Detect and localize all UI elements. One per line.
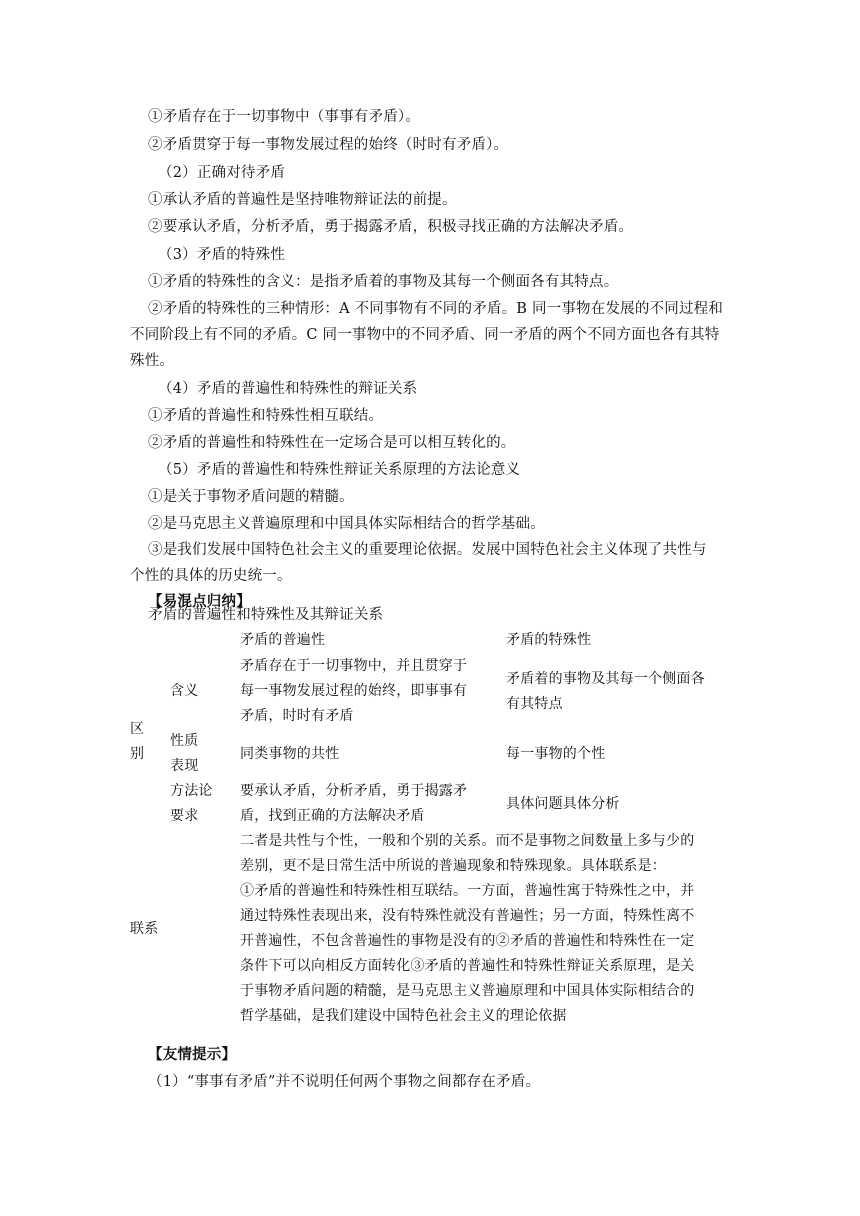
section-heading: （5）矛盾的普遍性和特殊性辩证关系原理的方法论意义	[158, 462, 521, 478]
table-header-particularity: 矛盾的特殊性	[506, 632, 592, 648]
tip-line: （1）“事事有矛盾”并不说明任何两个事物之间都存在矛盾。	[148, 1074, 541, 1090]
table-cell	[236, 729, 502, 779]
cell-text: 有其特点	[506, 695, 563, 712]
text-line: ①是关于事物矛盾问题的精髓。	[148, 489, 354, 505]
row-label	[156, 654, 236, 729]
table-row	[126, 729, 746, 779]
cell-text: 矛盾存在于一切事物中，并且贯穿于	[240, 658, 468, 674]
row-label-lianxi: 联系	[130, 920, 159, 937]
text-line: ③是我们发展中国特色社会主义的重要理论依据。发展中国特色社会主义体现了共性与	[148, 542, 707, 558]
text-line: 殊性。	[130, 353, 175, 369]
cell-text: 每一事物的个性	[506, 745, 606, 762]
cell-text: 每一事物发展过程的始终，即事事有	[240, 683, 468, 699]
qubie-char: 区	[130, 720, 145, 737]
row-label	[156, 729, 236, 779]
cell-text: 盾，找到正确的方法解决矛盾	[240, 808, 425, 824]
table-cell	[126, 627, 156, 654]
table-header-row	[126, 627, 746, 654]
text-line: 不同阶段上有不同的矛盾。C 同一事物中的不同矛盾、同一矛盾的两个不同方面也各有其特	[130, 327, 720, 343]
text-line: ②矛盾的普遍性和特殊性在一定场合是可以相互转化的。	[148, 435, 516, 451]
section-heading: （3）矛盾的特殊性	[158, 247, 286, 263]
table-row	[126, 654, 746, 729]
cell-text: 差别，更不是日常生活中所说的普遍现象和特殊现象。具体联系是：	[240, 858, 666, 874]
cell-text: 哲学基础，是我们建设中国特色社会主义的理论依据	[240, 1008, 567, 1024]
row-label-text: 要求	[170, 808, 199, 824]
text-line: ①矛盾存在于一切事物中（事事有矛盾）。	[148, 109, 421, 125]
section-heading: （4）矛盾的普遍性和特殊性的辩证关系	[158, 381, 418, 397]
section-heading: （2）正确对待矛盾	[158, 165, 286, 181]
text-line: ②矛盾的特殊性的三种情形：A 不同事物有不同的矛盾。B 同一事物在发展的不同过程和	[148, 301, 724, 317]
row-label-text: 含义	[170, 683, 199, 699]
row-label-text: 方法论	[170, 783, 213, 799]
table-cell	[156, 627, 236, 654]
table-row	[126, 779, 746, 829]
text-line: ②矛盾贯穿于每一事物发展过程的始终（时时有矛盾）。	[148, 137, 509, 153]
cell-text: 开普遍性，不包含普遍性的事物是没有的②矛盾的普遍性和特殊性在一定	[240, 933, 695, 949]
text-line: ①承认矛盾的普遍性是坚持唯物辩证法的前提。	[148, 192, 457, 208]
row-label-text: 性质	[170, 733, 199, 749]
table-header-universality: 矛盾的普遍性	[240, 632, 326, 648]
table-cell-qubie	[126, 654, 156, 829]
text-line: ②是马克思主义普遍原理和中国具体实际相结合的哲学基础。	[148, 516, 545, 532]
cell-text: 要承认矛盾，分析矛盾，勇于揭露矛	[240, 783, 468, 799]
table-cell-lianxi	[236, 829, 746, 1029]
table-cell	[236, 654, 502, 729]
text-line: ①矛盾的特殊性的含义：是指矛盾着的事物及其每一个侧面各有其特点。	[148, 274, 619, 290]
table-cell	[236, 779, 502, 829]
qubie-char: 别	[130, 745, 145, 762]
cell-text: 二者是共性与个性，一般和个别的关系。而不是事物之间数量上多与少的	[240, 833, 695, 849]
tip-heading: 【友情提示】	[148, 1046, 237, 1063]
text-line: 个性的具体的历史统一。	[130, 568, 292, 584]
text-line: ②要承认矛盾，分析矛盾，勇于揭露矛盾，积极寻找正确的方法解决矛盾。	[148, 219, 634, 235]
table-cell	[502, 654, 746, 729]
cell-text: 条件下可以向相反方面转化③矛盾的普遍性和特殊性辩证关系原理，是关	[240, 958, 695, 974]
table-caption: 矛盾的普遍性和特殊性及其辩证关系	[148, 607, 384, 623]
cell-text: 于事物矛盾问题的精髓，是马克思主义普遍原理和中国具体实际相结合的	[240, 983, 695, 999]
cell-text: 同类事物的共性	[240, 745, 340, 762]
table-cell	[502, 779, 746, 829]
comparison-table	[126, 627, 746, 1029]
cell-text: 矛盾着的事物及其每一个侧面各	[506, 670, 705, 687]
row-label-text: 表现	[170, 758, 199, 774]
text-line: ①矛盾的普遍性和特殊性相互联结。	[148, 408, 384, 424]
cell-text: ①矛盾的普遍性和特殊性相互联结。一方面，普遍性寓于特殊性之中，并	[240, 883, 695, 899]
table-row-lianxi	[126, 829, 746, 1029]
row-label	[156, 779, 236, 829]
cell-text: 具体问题具体分析	[506, 795, 620, 812]
cell-text: 矛盾，时时有矛盾	[240, 708, 354, 724]
cell-text: 通过特殊性表现出来，没有特殊性就没有普遍性；另一方面，特殊性离不	[240, 908, 695, 924]
section-heading: 【易混点归纳】	[148, 593, 251, 610]
table-cell	[502, 729, 746, 779]
